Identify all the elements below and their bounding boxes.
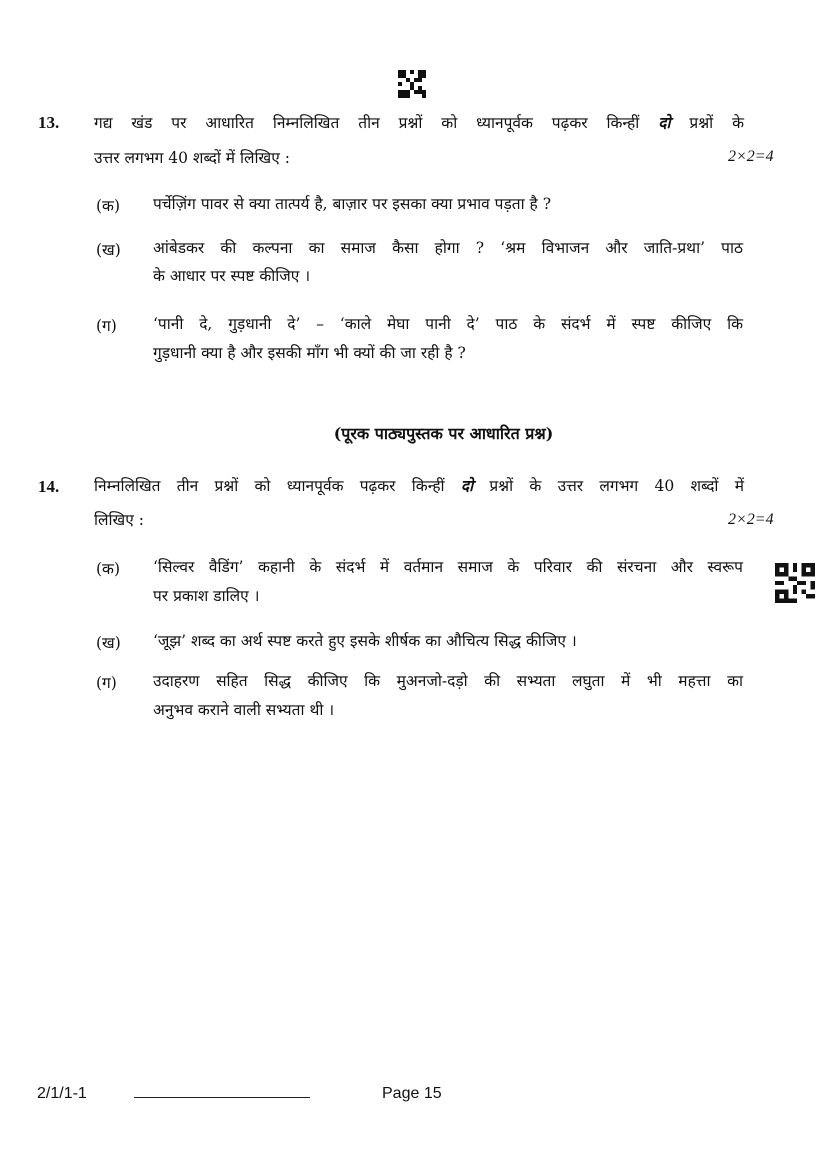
q13-option-text: पर्चेज़िंग पावर से क्या तात्पर्य है, बाज़ार पर इसका क्या प्रभाव पड़ता है ? xyxy=(153,195,552,213)
section-heading: (पूरक पाठ्यपुस्तक पर आधारित प्रश्न) xyxy=(333,424,554,443)
q13-instruction-part2: प्रश्नों के xyxy=(689,114,744,132)
qr-code-icon xyxy=(398,70,426,98)
q14-option-text: अनुभव कराने वाली सभ्यता थी । xyxy=(153,701,335,719)
q14-marks: 2×2=4 xyxy=(728,511,774,528)
page-number: Page 15 xyxy=(382,1085,442,1102)
q14-instruction-line2: लिखिए : xyxy=(94,511,144,529)
q13-option-text: ‘पानी दे, गुड़धानी दे’ – ‘काले मेघा पानी दे’ पाठ के संदर्भ में स्पष्ट कीजिए कि xyxy=(153,315,743,333)
q14-option-text: ‘सिल्वर वैडिंग’ कहानी के संदर्भ में वर्तमान समाज के परिवार की संरचना और स्वरूप xyxy=(153,558,743,576)
q13-option-label: (ग) xyxy=(96,317,117,335)
q14-option-label: (ग) xyxy=(96,674,117,692)
footer-divider xyxy=(134,1097,310,1098)
q14-instruction-line1 xyxy=(94,474,744,499)
q14-option-label: (क) xyxy=(96,560,120,578)
q13-option-label: (क) xyxy=(96,197,120,215)
q14-instruction-part1: निम्नलिखित तीन प्रश्नों को ध्यानपूर्वक पढ़कर किन्हीं xyxy=(94,477,445,495)
q14-option-text: ‘जूझ’ शब्द का अर्थ स्पष्ट करते हुए इसके शीर्षक का औचित्य सिद्ध कीजिए । xyxy=(153,632,577,650)
qr-code-icon xyxy=(775,563,815,603)
q14-option-text: पर प्रकाश डालिए । xyxy=(153,587,260,605)
q13-marks: 2×2=4 xyxy=(728,148,774,165)
q13-option-text: के आधार पर स्पष्ट कीजिए । xyxy=(153,267,311,285)
q13-emphasis: दो xyxy=(658,115,671,132)
q13-option-text: आंबेडकर की कल्पना का समाज कैसा होगा ? ‘श्रम विभाजन और जाति-प्रथा’ पाठ xyxy=(153,239,743,257)
q14-instruction-part2: प्रश्नों के उत्तर लगभग 40 शब्दों में xyxy=(489,477,744,495)
q13-option-label: (ख) xyxy=(96,241,121,259)
question-number-13: 13. xyxy=(38,113,60,132)
q14-emphasis: दो xyxy=(460,478,474,495)
q13-instruction-line1 xyxy=(94,111,744,136)
q13-instruction-line2: उत्तर लगभग 40 शब्दों में लिखिए : xyxy=(94,149,290,167)
q13-option-text: गुड़धानी क्या है और इसकी माँग भी क्यों की जा रही है ? xyxy=(153,344,466,362)
q14-option-label: (ख) xyxy=(96,634,121,652)
q14-option-text: उदाहरण सहित सिद्ध कीजिए कि मुअनजो-दड़ो की सभ्यता लघुता में भी महत्ता का xyxy=(153,672,743,690)
question-number-14: 14. xyxy=(38,477,60,496)
paper-code: 2/1/1-1 xyxy=(37,1085,87,1102)
q13-instruction-part1: गद्य खंड पर आधारित निम्नलिखित तीन प्रश्नों को ध्यानपूर्वक पढ़कर किन्हीं xyxy=(94,114,640,132)
